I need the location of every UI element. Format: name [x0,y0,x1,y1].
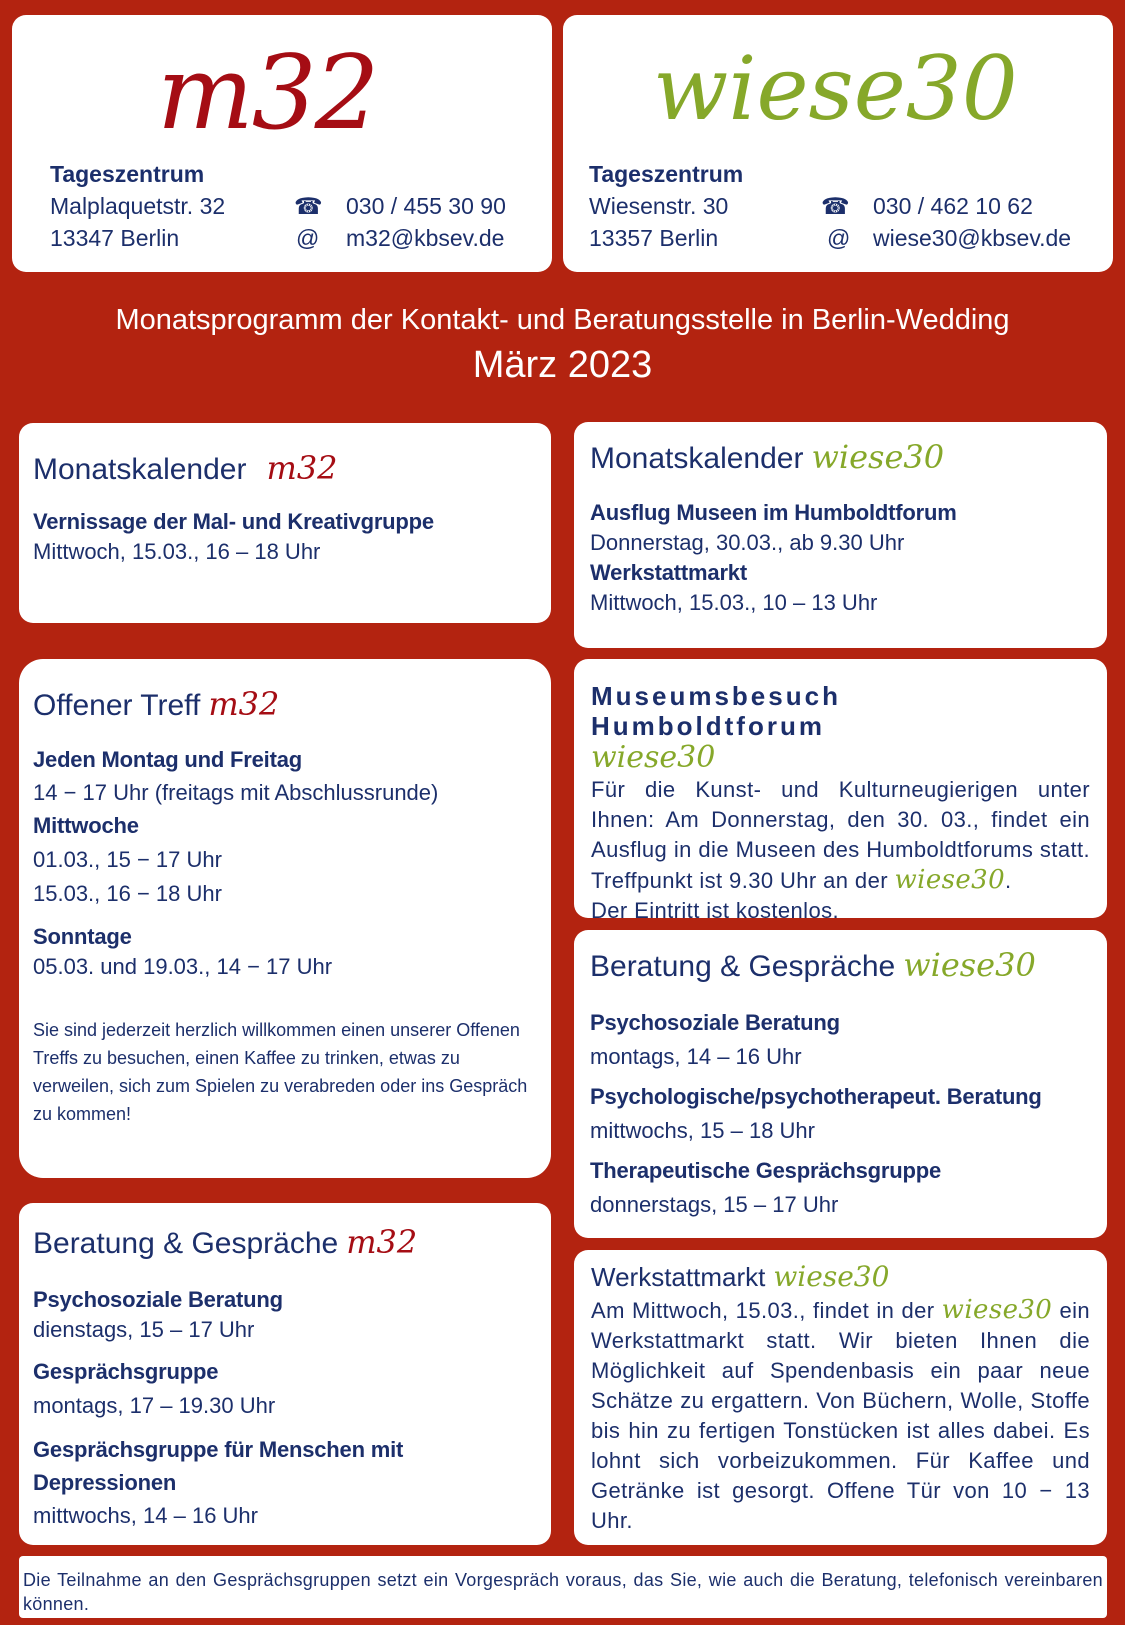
m32-label: Tageszentrum [50,161,205,187]
treff-time-sonntag: 05.03. und 19.03., 14 − 17 Uhr [33,954,333,979]
calendar-wiese30-title: Monatskalender wiese30 [590,438,945,476]
offener-treff-title: Offener Treff m32 [33,685,280,723]
offener-treff-card [19,659,551,1178]
wiese30-address [589,158,789,254]
wiese30-logo: wiese30 [591,740,716,775]
werkstattmarkt-title: Werkstattmarkt wiese30 [591,1260,890,1293]
calendar-wiese30-card [574,422,1107,648]
ausflug-title: Ausflug Museen im Humboldtforum [590,500,957,525]
wiese30-city: 13357 Berlin [589,225,719,251]
wiese-beratung-heading-3: Therapeutische Gesprächsgruppe [590,1158,941,1183]
m32-logo: m32 [157,34,378,153]
beratung-m32-card [19,1203,551,1545]
wiese30-label: Tageszentrum [589,161,744,187]
calendar-m32-card [19,423,551,623]
wiese30-phone: 030 / 462 10 62 [873,193,1033,219]
m32-beratung-time-1: dienstags, 15 – 17 Uhr [33,1317,255,1342]
treff-time-mittwoch-1: 01.03., 15 − 17 Uhr [33,847,222,872]
m32-logo: m32 [208,685,280,723]
wiese30-logo: wiese30 [941,1295,1053,1325]
m32-email[interactable]: m32@kbsev.de [346,225,505,251]
beratung-wiese30-title: Beratung & Gespräche wiese30 [590,946,1036,984]
museum-card [574,659,1107,923]
m32-city: 13347 Berlin [50,225,180,251]
treff-note: Sie sind jederzeit herzlich willkommen einen unserer Offenen Treffs zu besuchen, einen Kaffee zu trinken, etwas zu verweilen, sich zum Spielen zu verabreden oder ins Gespräch zu kommen! [33,1020,528,1124]
wiese-beratung-heading-2: Psychologische/psychotherapeut. Beratung [590,1084,1042,1109]
treff-heading-montag: Jeden Montag und Freitag [33,747,302,772]
museum-text: Für die Kunst- und Kulturneugierigen unter Ihnen: Am Donnerstag, den 30. 03., findet ein Ausflug in die Museen des Humboldtforums statt. Treffpunkt ist 9.30 Uhr an der wiese30. [591,777,1090,895]
m32-beratung-heading-3: Gesprächsgruppe für Menschen mit Depressionen [33,1437,404,1495]
wiese30-logo: wiese30 [894,865,1006,895]
m32-beratung-heading-2: Gesprächsgruppe [33,1359,219,1384]
beratung-m32-title: Beratung & Gespräche m32 [33,1223,418,1261]
werkstatt-title: Werkstattmarkt [590,560,747,585]
wiese30-logo: wiese30 [653,37,1018,140]
wiese30-header-card [563,15,1113,272]
treff-time-montag: 14 − 17 Uhr (freitags mit Abschlussrunde) [33,780,439,805]
treff-time-mittwoch-2: 15.03., 16 − 18 Uhr [33,881,222,906]
wiese30-logo: wiese30 [773,1260,890,1293]
m32-beratung-heading-1: Psychosoziale Beratung [33,1287,283,1312]
vernissage-time: Mittwoch, 15.03., 16 – 18 Uhr [33,539,321,564]
program-month: März 2023 [472,344,653,386]
footer-note-card [19,1556,1107,1618]
werkstattmarkt-text: Am Mittwoch, 15.03., findet in der wiese30 ein Werkstattmarkt statt. Wir bieten Ihnen die Möglichkeit auf Spendenbasis ein paar neue Schätze zu ergattern. Von Büchern, Wolle, Stoffe bis hin zu fertigen Tonstücken ist alles dabei. Es lohnt sich vorbeizukommen. Für Kaffee und Getränke ist gesorgt. Offene Tür von 10 − 13 Uhr. [591,1295,1091,1533]
ausflug-time: Donnerstag, 30.03., ab 9.30 Uhr [590,530,905,555]
m32-beratung-time-3: mittwochs, 14 – 16 Uhr [33,1503,258,1528]
wiese-beratung-time-3: donnerstags, 15 – 17 Uhr [590,1192,839,1217]
vernissage-title: Vernissage der Mal- und Kreativgruppe [33,509,434,534]
treff-heading-sonntag: Sonntage [33,924,132,949]
program-subtitle: Monatsprogramm der Kontakt- und Beratungsstelle in Berlin-Wedding [115,304,1010,336]
footer-note: Die Teilnahme an den Gesprächsgruppen setzt ein Vorgespräch voraus, das Sie, wie auch die Beratung, telefonisch vereinbaren können. [23,1570,1103,1614]
werkstattmarkt-card [574,1250,1107,1545]
calendar-m32-title: Monatskalender m32 [33,449,338,487]
at-icon: @ [296,225,320,251]
wiese30-email[interactable]: wiese30@kbsev.de [873,225,1072,251]
m32-beratung-time-2: montags, 17 – 19.30 Uhr [33,1393,276,1418]
wiese-beratung-time-2: mittwochs, 15 – 18 Uhr [590,1118,815,1143]
treff-heading-mittwoch: Mittwoche [33,813,139,838]
werkstatt-time: Mittwoch, 15.03., 10 – 13 Uhr [590,590,878,615]
museum-text-entry: Der Eintritt ist kostenlos. [591,898,839,923]
wiese-beratung-time-1: montags, 14 – 16 Uhr [590,1044,802,1069]
phone-icon: ☎ [821,193,850,219]
m32-phone: 030 / 455 30 90 [346,193,506,219]
wiese30-street: Wiesenstr. 30 [589,193,729,219]
m32-header-card [12,15,552,272]
phone-icon: ☎ [294,193,323,219]
m32-address [50,158,250,254]
wiese30-logo: wiese30 [903,946,1036,984]
at-icon: @ [827,225,851,251]
m32-street: Malplaquetstr. 32 [50,193,226,219]
wiese-beratung-heading-1: Psychosoziale Beratung [590,1010,840,1035]
wiese30-logo: wiese30 [811,438,945,476]
m32-logo: m32 [266,449,338,487]
beratung-wiese30-card [574,930,1107,1238]
m32-logo: m32 [346,1223,418,1261]
museum-title: Museumsbesuch Humboldtforum [591,681,841,741]
